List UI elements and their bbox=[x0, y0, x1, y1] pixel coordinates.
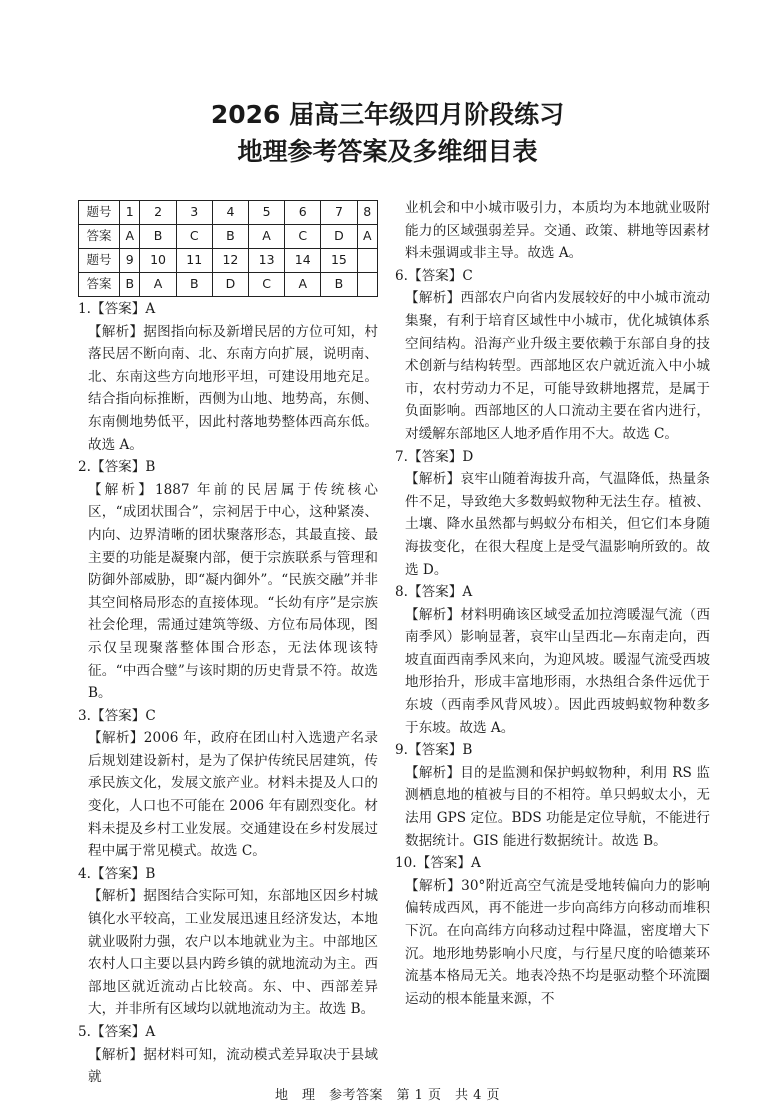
table-cell: A bbox=[249, 225, 285, 249]
table-cell: B bbox=[212, 225, 248, 249]
table-cell: 6 bbox=[285, 201, 321, 225]
page-footer: 地 理 参考答案 第 1 页 共 4 页 bbox=[274, 1088, 501, 1103]
question-7 bbox=[395, 446, 710, 582]
table-header-cell: 题号 bbox=[79, 201, 120, 225]
question-explanation: 【解析】30°附近高空气流是受地转偏向力的影响偏转成西风，再不能进一步向高纬方向移动而堆积下沉。在向高纬方向移动过程中降温，密度增大下沉。地形地势影响小尺度，与行星尺度的哈德莱环流基本格局无关。地表冷热不均是驱动整个环流圈运动的根本能量来源，不 bbox=[405, 877, 710, 1007]
table-cell: D bbox=[321, 225, 357, 249]
question-answer: 10.【答案】A bbox=[395, 855, 481, 872]
table-cell: 5 bbox=[249, 201, 285, 225]
table-cell: C bbox=[176, 225, 212, 249]
table-cell bbox=[357, 273, 377, 297]
right-column bbox=[395, 197, 710, 1010]
table-cell: 2 bbox=[140, 201, 176, 225]
question-answer: 4.【答案】B bbox=[78, 865, 156, 882]
question-answer: 2.【答案】B bbox=[78, 459, 156, 476]
page-title: 2026 届高三年级四月阶段练习 bbox=[210, 100, 565, 129]
question-5 bbox=[78, 1021, 378, 1089]
question-1 bbox=[78, 298, 378, 456]
question-8 bbox=[395, 581, 710, 739]
question-answer: 7.【答案】D bbox=[395, 448, 474, 465]
table-cell: A bbox=[140, 273, 176, 297]
table-cell: 10 bbox=[140, 249, 176, 273]
question-explanation: 【解析】1887 年前的民居属于传统核心区，“成团状围合”，宗祠居于中心，这种紧凑、内向、边界清晰的团状聚落形态，其最直接、最主要的功能是凝聚内部，便于宗族联系与管理和防御外部威胁，即“凝内御外”。“民族交融”并非其空间格局形态的直接体现。“长幼有序”是宗族社会伦理，需通过建筑等级、方位布局体现，图示仅呈现聚落整体围合形态，无法体现该特征。“中西合璧”与该时期的历史背景不符。故选 B。 bbox=[88, 481, 378, 702]
table-cell: C bbox=[285, 225, 321, 249]
question-2 bbox=[78, 456, 378, 705]
table-header-cell: 答案 bbox=[79, 225, 120, 249]
table-cell: 4 bbox=[212, 201, 248, 225]
table-cell: B bbox=[176, 273, 212, 297]
table-cell: 12 bbox=[212, 249, 248, 273]
table-cell: A bbox=[285, 273, 321, 297]
question-answer: 9.【答案】B bbox=[395, 742, 473, 759]
page-subtitle: 地理参考答案及多维细目表 bbox=[237, 137, 538, 166]
answer-table bbox=[78, 200, 378, 297]
table-cell: 1 bbox=[120, 201, 140, 225]
table-cell: 13 bbox=[249, 249, 285, 273]
table-row bbox=[79, 225, 378, 249]
table-cell: B bbox=[321, 273, 357, 297]
question-explanation-continued: 业机会和中小城市吸引力，本质均为本地就业吸附能力的区域强弱差异。交通、政策、耕地等因素材料未强调或非主导。故选 A。 bbox=[405, 200, 710, 262]
question-explanation: 【解析】西部农户向省内发展较好的中小城市流动集聚，有利于培育区域性中小城市，优化城镇体系空间结构。沿海产业升级主要依赖于东部自身的技术创新与结构转型。西部地区农户就近流入中小城市，农村劳动力不足，可能导致耕地撂荒，是属于负面影响。西部地区的人口流动主要在省内进行，对缓解东部地区人地矛盾作用不大。故选 C。 bbox=[405, 290, 710, 442]
table-cell: 9 bbox=[120, 249, 140, 273]
table-header-cell: 答案 bbox=[79, 273, 120, 297]
table-header-cell: 题号 bbox=[79, 249, 120, 273]
question-answer: 3.【答案】C bbox=[78, 707, 156, 724]
table-row bbox=[79, 201, 378, 225]
table-row bbox=[79, 273, 378, 297]
question-answer: 8.【答案】A bbox=[395, 584, 473, 601]
table-cell: 8 bbox=[357, 201, 377, 225]
table-cell: 7 bbox=[321, 201, 357, 225]
left-column bbox=[78, 200, 378, 1089]
table-cell: D bbox=[212, 273, 248, 297]
question-4 bbox=[78, 863, 378, 1021]
question-answer: 5.【答案】A bbox=[78, 1024, 156, 1040]
question-explanation: 【解析】据图结合实际可知，东部地区因乡村城镇化水平较高，工业发展迅速且经济发达，本地就业吸附力强，农户以本地就业为主。中部地区农村人口主要以县内跨乡镇的就地流动为主。西部地区就近流动占比较高。东、中、西部差异大，并非所有区域均以就地流动为主。故选 B。 bbox=[88, 888, 378, 1018]
table-cell: 11 bbox=[176, 249, 212, 273]
question-explanation: 【解析】据材料可知，流动模式差异取决于县域就 bbox=[88, 1046, 378, 1086]
question-9 bbox=[395, 739, 710, 852]
table-cell: C bbox=[249, 273, 285, 297]
table-cell: 15 bbox=[321, 249, 357, 273]
table-cell bbox=[357, 249, 377, 273]
table-cell: 3 bbox=[176, 201, 212, 225]
table-cell: 14 bbox=[285, 249, 321, 273]
question-answer: 6.【答案】C bbox=[395, 267, 473, 284]
table-row bbox=[79, 249, 378, 273]
question-6 bbox=[395, 265, 710, 446]
question-explanation: 【解析】据图指向标及新增民居的方位可知，村落民居不断向南、北、东南方向扩展，说明南、北、东南这些方向地形平坦，可建设用地充足。结合指向标推断，西侧为山地、地势高，东侧、东南侧地势低平，因此村落地势整体西高东低。故选 A。 bbox=[88, 323, 378, 453]
table-cell: A bbox=[357, 225, 377, 249]
table-cell: B bbox=[120, 273, 140, 297]
question-10 bbox=[395, 852, 710, 1010]
question-3 bbox=[78, 705, 378, 863]
question-explanation: 【解析】材料明确该区域受孟加拉湾暖湿气流（西南季风）影响显著，哀牢山呈西北—东南走向，西坡直面西南季风来向，为迎风坡。暖湿气流受西坡地形抬升，形成丰富地形雨，水热组合条件远优于东坡（西南季风背风坡）。因此西坡蚂蚁物种数多于东坡。故选 A。 bbox=[405, 606, 710, 736]
question-explanation: 【解析】目的是监测和保护蚂蚁物种，利用 RS 监测栖息地的植被与目的不相符。单只蚂蚁太小，无法用 GPS 定位。BDS 功能是定位导航，不能进行数据统计。GIS 能进行数据统计。故选 B。 bbox=[405, 764, 710, 849]
question-explanation: 【解析】2006 年，政府在团山村入选遗产名录后规划建设新村，是为了保护传统民居建筑，传承民族文化，发展文旅产业。材料未提及人口的变化，人口也不可能在 2006 年有剧烈变化。材料未提及乡村工业发展。交通建设在乡村发展过程中属于常见模式。故选 C。 bbox=[88, 730, 378, 860]
question-explanation: 【解析】哀牢山随着海拔升高，气温降低，热量条件不足，导致绝大多数蚂蚁物种无法生存。植被、土壤、降水虽然都与蚂蚁分布相关，但它们本身随海拔变化，在很大程度上是受气温影响所致的。故选 D。 bbox=[405, 471, 710, 578]
table-cell: B bbox=[140, 225, 176, 249]
table-cell: A bbox=[120, 225, 140, 249]
question-answer: 1.【答案】A bbox=[78, 301, 156, 317]
